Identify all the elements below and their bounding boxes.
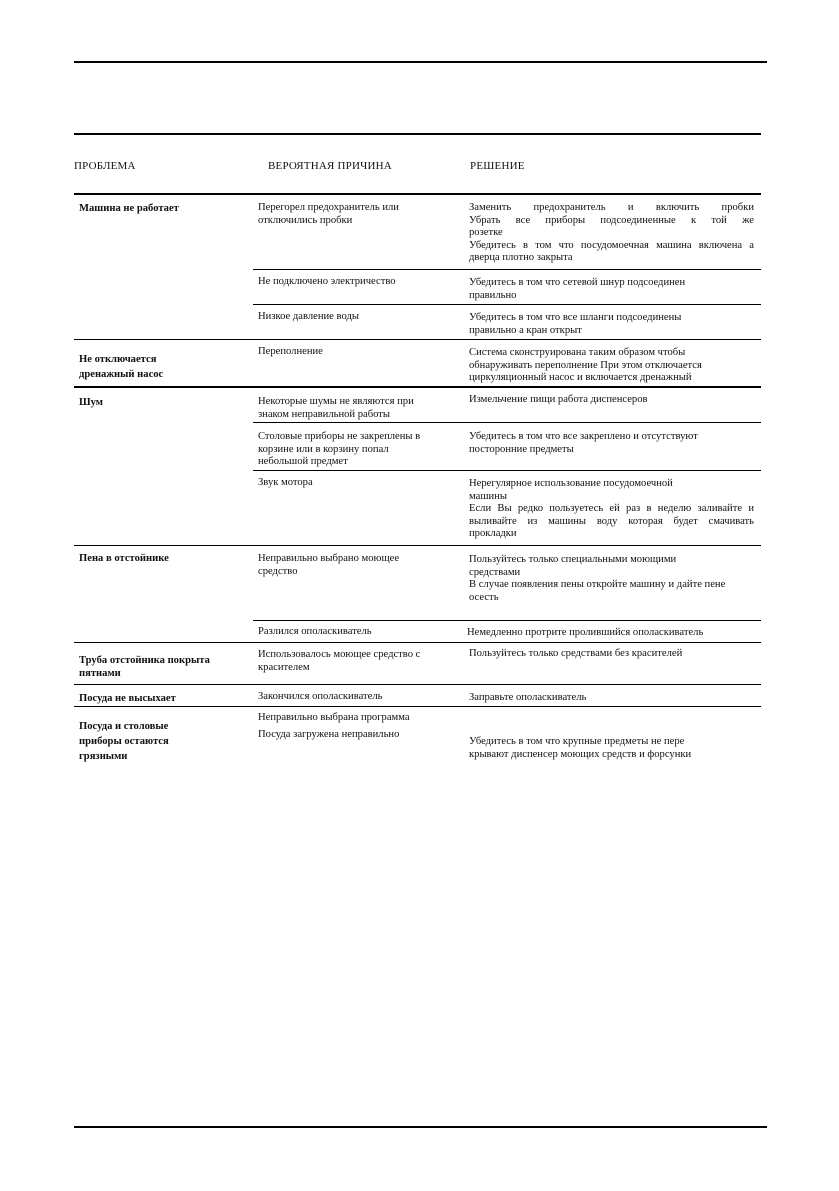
text-line: Перегорел предохранитель или	[258, 202, 399, 213]
solution-cell	[469, 277, 685, 302]
cause-cell	[258, 431, 420, 469]
text-line: небольшой предмет	[258, 456, 348, 467]
text-line: крывают диспенсер моющих средств и форсунки	[469, 748, 692, 760]
cause-cell	[258, 626, 372, 639]
text-line: Не подключено электричество	[258, 276, 396, 287]
text-line: Столовые приборы не закреплены в	[258, 431, 421, 442]
text-line: циркуляционный насос и включается дренажный	[469, 372, 692, 383]
problem-cell	[79, 655, 210, 680]
text-line: красителем	[258, 661, 310, 673]
text-line: посторонние предметы	[469, 443, 574, 455]
text-line: грязными	[79, 751, 128, 762]
text-line: обнаруживать переполнение При этом отключается	[469, 359, 702, 371]
row-divider	[74, 642, 761, 643]
subrow-divider	[253, 422, 761, 423]
text-line: Разлился ополаскиватель	[258, 626, 372, 637]
text-line: розетке	[469, 227, 503, 238]
text-line: правильно а кран открыт	[469, 324, 582, 336]
text-line: Убедитесь в том что все шланги подсоединены	[469, 312, 682, 323]
solution-cell	[469, 736, 691, 761]
text-line: машины	[469, 490, 507, 502]
cause-cell	[258, 712, 410, 741]
row-divider	[74, 339, 761, 340]
header-solution: РЕШЕНИЕ	[470, 160, 525, 172]
text-line: Заправьте ополаскиватель	[469, 692, 587, 703]
solution-cell	[469, 648, 682, 661]
text-line: пятнами	[79, 667, 121, 679]
problem-cell	[79, 352, 163, 382]
text-line: Шум	[79, 397, 104, 408]
text-line: Использовалось моющее средство с	[258, 649, 421, 660]
row-divider	[74, 706, 761, 707]
text-line: Пользуйтесь только средствами без красителей	[469, 648, 683, 659]
cause-cell	[258, 691, 382, 704]
text-line: Убрать все приборы подсоединенные к той же	[469, 214, 754, 226]
text-line: Закончился ополаскиватель	[258, 691, 383, 702]
table-top-rule	[74, 133, 761, 135]
solution-cell	[469, 312, 681, 337]
text-line: Не отключается	[79, 354, 157, 365]
text-line: Посуда не высыхает	[79, 693, 176, 704]
text-line: дренажный насос	[79, 369, 164, 380]
text-line: Убедитесь в том что все закреплено и отсутствуют	[469, 431, 698, 442]
problem-cell	[79, 693, 176, 706]
text-line: Пользуйтесь только специальными моющими	[469, 554, 677, 565]
cause-cell	[258, 346, 323, 359]
row-divider	[74, 545, 761, 546]
subrow-divider	[253, 269, 761, 270]
text-line: Посуда загружена неправильно	[258, 728, 400, 740]
solution-cell	[469, 478, 754, 541]
solution-cell	[467, 627, 703, 640]
text-line: Если Вы редко пользуетесь ей раз в неделю заливайте и	[469, 503, 754, 514]
subrow-divider	[253, 620, 761, 621]
text-line: Заменить предохранитель и включить пробки	[469, 202, 754, 213]
bottom-rule	[74, 1126, 767, 1128]
text-line: правильно	[469, 289, 517, 301]
cause-cell	[258, 553, 399, 578]
subrow-divider	[253, 470, 761, 471]
cause-cell	[258, 202, 399, 227]
top-rule	[74, 61, 767, 63]
text-line: Некоторые шумы не являются при	[258, 396, 414, 407]
problem-cell	[79, 203, 179, 216]
cause-cell	[258, 276, 396, 289]
text-line: средствами	[469, 566, 521, 578]
problem-cell	[79, 719, 169, 764]
cause-cell	[258, 396, 414, 421]
problem-cell	[79, 553, 169, 566]
problem-cell	[79, 397, 103, 410]
solution-cell	[469, 202, 754, 265]
text-line: осесть	[469, 591, 499, 603]
text-line: В случае появления пены откройте машину и дайте пене	[469, 579, 726, 590]
text-line: выливайте из машины воду которая будет смачивать	[469, 515, 754, 527]
text-line: Переполнение	[258, 346, 323, 357]
row-divider	[74, 386, 761, 388]
text-line: Низкое давление воды	[258, 311, 359, 322]
text-line: Убедитесь в том что посудомоечная машина включена а	[469, 239, 754, 251]
text-line: Измельчение пищи работа диспенсеров	[469, 394, 648, 405]
text-line: Труба отстойника покрыта	[79, 655, 210, 666]
text-line: Звук мотора	[258, 477, 313, 488]
text-line: Убедитесь в том что крупные предметы не пере	[469, 736, 685, 747]
text-line: Система сконструирована таким образом чтобы	[469, 347, 686, 358]
text-line: Посуда и столовые	[79, 721, 169, 732]
text-line: средство	[258, 565, 298, 577]
text-line: Нерегулярное использование посудомоечной	[469, 478, 673, 489]
header-problem: ПРОБЛЕМА	[74, 160, 136, 172]
header-bottom-rule	[74, 193, 761, 195]
text-line: знаком неправильной работы	[258, 408, 391, 420]
solution-cell	[469, 394, 648, 407]
cause-cell	[258, 649, 420, 674]
row-divider	[74, 684, 761, 685]
text-line: Убедитесь в том что сетевой шнур подсоединен	[469, 277, 686, 288]
text-line: Неправильно выбрано моющее	[258, 553, 400, 564]
text-line: Неправильно выбрана программа	[258, 712, 410, 723]
solution-cell	[469, 431, 698, 456]
text-line: Немедленно протрите пролившийся ополаскиватель	[467, 627, 704, 638]
text-line: корзине или в корзину попал	[258, 443, 389, 455]
text-line: Машина не работает	[79, 203, 179, 214]
solution-cell	[469, 347, 702, 385]
cause-cell	[258, 311, 359, 324]
text-line: прокладки	[469, 528, 517, 539]
solution-cell	[469, 554, 725, 604]
cause-cell	[258, 477, 313, 490]
header-cause: ВЕРОЯТНАЯ ПРИЧИНА	[268, 160, 392, 172]
text-line: отключились пробки	[258, 214, 353, 226]
text-line: дверца плотно закрыта	[469, 252, 573, 263]
solution-cell	[469, 692, 586, 705]
text-line: Пена в отстойнике	[79, 553, 169, 564]
subrow-divider	[253, 304, 761, 305]
text-line: приборы остаются	[79, 736, 169, 747]
